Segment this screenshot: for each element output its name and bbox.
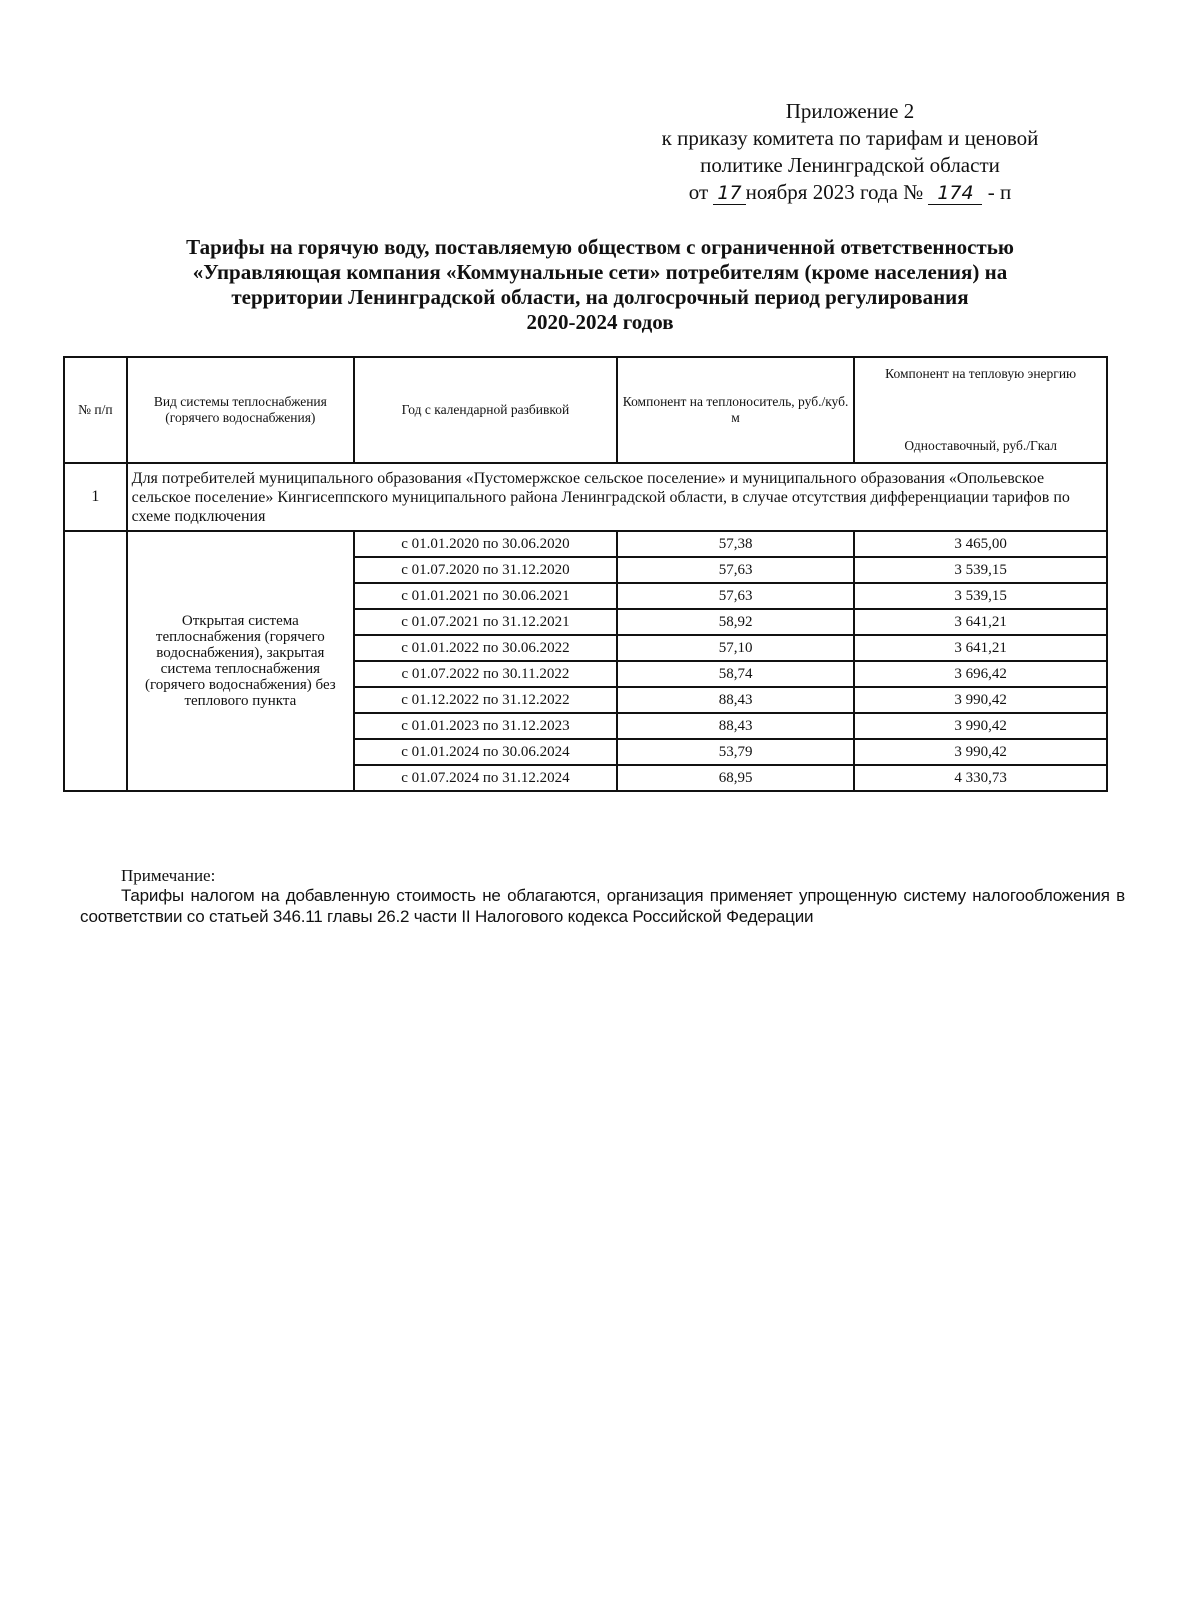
energy-cell: 3 539,15 bbox=[854, 583, 1107, 609]
note-text: Тарифы налогом на добавленную стоимость не облагаются, организация применяет упрощенную систему налогообложения в соответствии со статьей 346.11 главы 26.2 части II Налогового кодекса Российской Федерации bbox=[80, 886, 1125, 926]
energy-cell: 3 641,21 bbox=[854, 609, 1107, 635]
appendix-block bbox=[600, 98, 1100, 206]
carrier-cell: 57,63 bbox=[617, 583, 855, 609]
appendix-title: Приложение 2 bbox=[785, 99, 915, 123]
period-cell: с 01.07.2021 по 31.12.2021 bbox=[354, 609, 617, 635]
carrier-cell: 53,79 bbox=[617, 739, 855, 765]
carrier-cell: 88,43 bbox=[617, 687, 855, 713]
group-row bbox=[64, 463, 1107, 531]
header-heat-energy bbox=[854, 357, 1107, 463]
title-line: 2020-2024 годов bbox=[526, 310, 674, 334]
energy-cell: 3 465,00 bbox=[854, 531, 1107, 557]
group-description: Для потребителей муниципального образования «Пустомержское сельское поселение» и муниципального образования «Опольевское сельское поселение» Кингисеппского муниципального района Ленинградской области, в случае отсутствия дифференциации тарифов по схеме подключения bbox=[127, 463, 1107, 531]
group-num: 1 bbox=[64, 463, 127, 531]
appendix-committee-line: политике Ленинградской области bbox=[700, 153, 1000, 177]
carrier-cell: 57,10 bbox=[617, 635, 855, 661]
header-num: № п/п bbox=[64, 357, 127, 463]
period-cell: с 01.01.2022 по 30.06.2022 bbox=[354, 635, 617, 661]
handwritten-order-number: 174 bbox=[928, 182, 982, 205]
energy-cell: 3 990,42 bbox=[854, 713, 1107, 739]
date-suffix: ноября 2023 года № bbox=[745, 180, 924, 204]
document-title bbox=[70, 235, 1130, 335]
energy-cell: 3 539,15 bbox=[854, 557, 1107, 583]
empty-num-cell bbox=[64, 531, 127, 791]
carrier-cell: 57,38 bbox=[617, 531, 855, 557]
date-prefix: от bbox=[688, 180, 709, 204]
header-system-kind: Вид системы теплоснабжения (горячего водоснабжения) bbox=[127, 357, 354, 463]
energy-cell: 4 330,73 bbox=[854, 765, 1107, 791]
energy-cell: 3 696,42 bbox=[854, 661, 1107, 687]
energy-cell: 3 990,42 bbox=[854, 687, 1107, 713]
note-label: Примечание: bbox=[121, 866, 216, 885]
appendix-order-line: к приказу комитета по тарифам и ценовой bbox=[661, 126, 1039, 150]
order-number-suffix: - п bbox=[987, 180, 1012, 204]
appendix-date-line bbox=[600, 179, 1100, 206]
carrier-cell: 57,63 bbox=[617, 557, 855, 583]
carrier-cell: 88,43 bbox=[617, 713, 855, 739]
period-cell: с 01.01.2021 по 30.06.2021 bbox=[354, 583, 617, 609]
header-energy-bottom: Одноставочный, руб./Гкал bbox=[904, 438, 1057, 453]
carrier-cell: 58,74 bbox=[617, 661, 855, 687]
handwritten-day: 17 bbox=[713, 182, 745, 205]
header-period: Год с календарной разбивкой bbox=[354, 357, 617, 463]
header-energy-top: Компонент на тепловую энергию bbox=[885, 366, 1077, 381]
title-line: территории Ленинградской области, на долгосрочный период регулирования bbox=[231, 285, 969, 309]
period-cell: с 01.01.2020 по 30.06.2020 bbox=[354, 531, 617, 557]
title-line: Тарифы на горячую воду, поставляемую обществом с ограниченной ответственностью bbox=[186, 235, 1014, 259]
title-line: «Управляющая компания «Коммунальные сети» потребителям (кроме населения) на bbox=[192, 260, 1008, 284]
header-heat-carrier: Компонент на теплоноситель, руб./куб. м bbox=[617, 357, 855, 463]
period-cell: с 01.01.2023 по 31.12.2023 bbox=[354, 713, 617, 739]
energy-cell: 3 641,21 bbox=[854, 635, 1107, 661]
carrier-cell: 58,92 bbox=[617, 609, 855, 635]
table-header-row bbox=[64, 357, 1107, 463]
carrier-cell: 68,95 bbox=[617, 765, 855, 791]
period-cell: с 01.07.2024 по 31.12.2024 bbox=[354, 765, 617, 791]
period-cell: с 01.07.2022 по 30.11.2022 bbox=[354, 661, 617, 687]
period-cell: с 01.07.2020 по 31.12.2020 bbox=[354, 557, 617, 583]
table-row bbox=[64, 531, 1107, 557]
period-cell: с 01.01.2024 по 30.06.2024 bbox=[354, 739, 617, 765]
period-cell: с 01.12.2022 по 31.12.2022 bbox=[354, 687, 617, 713]
energy-cell: 3 990,42 bbox=[854, 739, 1107, 765]
tariff-table bbox=[63, 356, 1108, 792]
system-kind-cell: Открытая система теплоснабжения (горячего водоснабжения), закрытая система теплоснабжения (горячего водоснабжения) без теплового пункта bbox=[127, 531, 354, 791]
